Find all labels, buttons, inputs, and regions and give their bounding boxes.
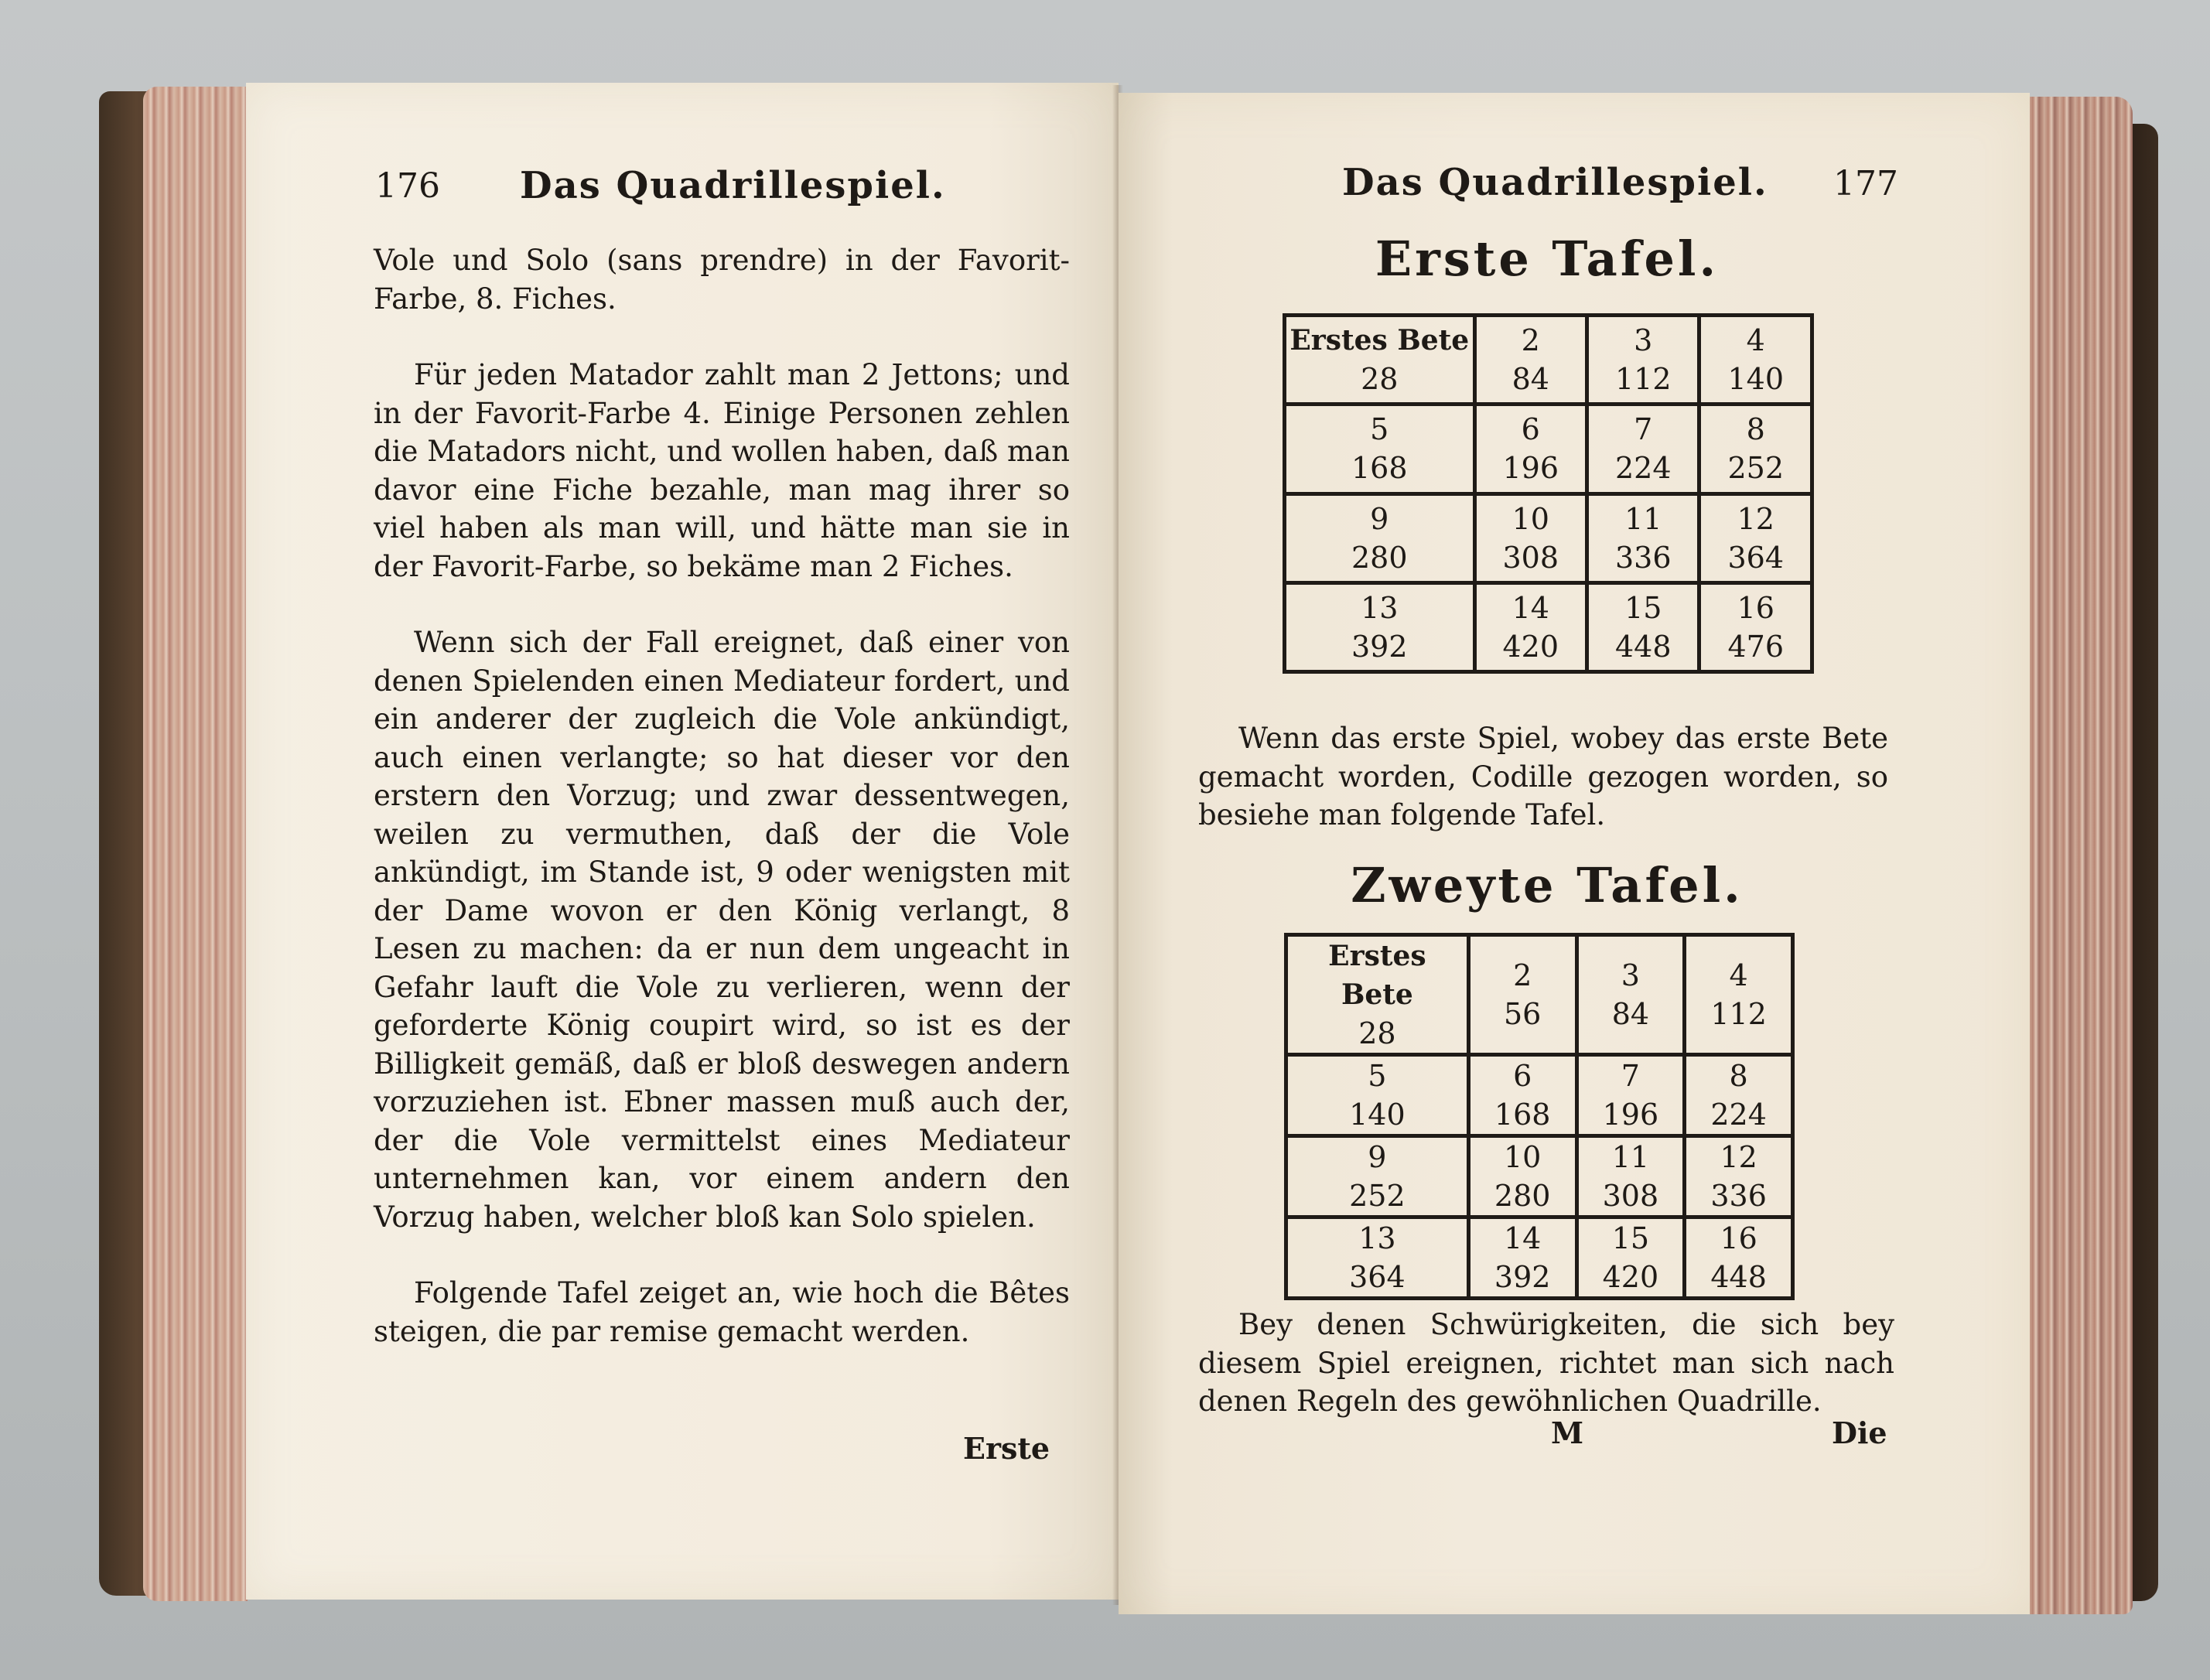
bete-value: 224 (1710, 1098, 1767, 1132)
table-cell (1468, 1136, 1576, 1217)
table-row (1285, 582, 1812, 671)
table-cell (1576, 1055, 1685, 1136)
bete-value: 420 (1602, 1260, 1659, 1294)
bete-number: 14 (1511, 590, 1549, 625)
bete-number: 16 (1720, 1221, 1757, 1255)
table-row (1285, 316, 1812, 405)
signature-mark: M (1551, 1415, 1584, 1450)
bete-number: 3 (1621, 958, 1640, 992)
bete-value: 112 (1614, 362, 1672, 397)
bete-number: 9 (1370, 501, 1389, 536)
bete-value: 336 (1710, 1179, 1767, 1213)
bete-value: 168 (1351, 451, 1408, 486)
bete-value: 448 (1710, 1260, 1767, 1294)
bete-value: 168 (1494, 1098, 1551, 1132)
table-cell (1474, 493, 1587, 582)
bete-value: 392 (1494, 1260, 1551, 1294)
table-cell (1699, 582, 1812, 671)
bete-number: 4 (1729, 958, 1748, 992)
bete-value: 112 (1710, 997, 1767, 1031)
table-row (1285, 405, 1812, 493)
bete-number: 7 (1634, 412, 1653, 447)
bete-value: 448 (1614, 629, 1672, 664)
bete-number: Erstes Bete (1289, 324, 1470, 357)
table-cell (1286, 1136, 1469, 1217)
table-cell (1699, 493, 1812, 582)
bete-number: 4 (1746, 323, 1765, 358)
bete-value: 196 (1502, 451, 1559, 486)
table-cell (1576, 1136, 1685, 1217)
bete-value: 476 (1727, 629, 1784, 664)
table-row (1285, 493, 1812, 582)
page-stack-right (2028, 97, 2133, 1614)
table-row (1286, 1217, 1793, 1299)
table-cell (1587, 405, 1699, 493)
table-cell (1685, 1055, 1793, 1136)
bete-value: 280 (1494, 1179, 1551, 1213)
table-cell (1587, 493, 1699, 582)
bete-value: 28 (1358, 1016, 1396, 1050)
bete-number: 6 (1521, 412, 1540, 447)
bete-value: 336 (1614, 540, 1672, 575)
paragraph-schwuerigkeiten (1198, 1306, 1894, 1421)
table-cell (1587, 582, 1699, 671)
table-row (1286, 1136, 1793, 1217)
bete-number: 13 (1361, 590, 1399, 625)
table-cell (1576, 935, 1685, 1055)
table-zweyte-tafel (1284, 933, 1795, 1300)
bete-number: 5 (1370, 412, 1389, 447)
bete-value: 280 (1351, 540, 1408, 575)
table-cell (1474, 405, 1587, 493)
table-cell (1285, 316, 1475, 405)
right-catchword: Die (1832, 1415, 1887, 1450)
paragraph-schwuerigkeiten-text: Bey denen Schwürigkeiten, die sich bey diesem Spiel ereignen, richtet man sich nach denen Regeln des gewöhnlichen Quadrille. (1198, 1308, 1894, 1418)
bete-value: 84 (1511, 362, 1549, 397)
bete-value: 84 (1611, 997, 1650, 1031)
left-catchword: Erste (963, 1431, 1050, 1466)
bete-number: 11 (1624, 501, 1662, 536)
paragraph-folgende-tafel: Folgende Tafel zeiget an, wie hoch die Bêtes steigen, die par remise gemacht werden. (374, 1276, 1070, 1348)
bete-value: 308 (1602, 1179, 1659, 1213)
bete-value: 224 (1614, 451, 1672, 486)
bete-value: 392 (1351, 629, 1408, 664)
table-cell (1285, 493, 1475, 582)
table-cell (1286, 935, 1469, 1055)
bete-value: 56 (1503, 997, 1542, 1031)
bete-number: 14 (1503, 1221, 1542, 1255)
bete-number: 7 (1621, 1059, 1640, 1093)
table-cell (1685, 1136, 1793, 1217)
bete-number: 9 (1368, 1140, 1387, 1174)
bete-value: 252 (1727, 451, 1784, 486)
table-cell (1285, 405, 1475, 493)
table-cell (1699, 405, 1812, 493)
bete-value: 364 (1727, 540, 1784, 575)
paragraph-codille (1198, 719, 1888, 835)
bete-number: 12 (1720, 1140, 1757, 1174)
bete-number: 2 (1513, 958, 1532, 992)
table-cell (1468, 935, 1576, 1055)
bete-number: 3 (1634, 323, 1653, 358)
bete-number: 15 (1624, 590, 1662, 625)
table-cell (1576, 1217, 1685, 1299)
paragraph-matador: Für jeden Matador zahlt man 2 Jettons; und in der Favorit-Farbe 4. Einige Personen zehlen die Matadors nicht, und wollen haben, daß man davor eine Fiche bezahle, man mag ihrer so viel haben als man will, und hätte man sie in der Favorit-Farbe, so bekäme man 2 Fiches. (374, 358, 1070, 583)
bete-value: 308 (1502, 540, 1559, 575)
table-cell (1286, 1055, 1469, 1136)
table-cell (1474, 582, 1587, 671)
table-cell (1468, 1055, 1576, 1136)
table-cell (1474, 316, 1587, 405)
table-row (1286, 935, 1793, 1055)
bete-number: 15 (1611, 1221, 1650, 1255)
paragraph-codille-text: Wenn das erste Spiel, wobey das erste Bete gemacht worden, Codille gezogen worden, so besiehe man folgende Tafel. (1198, 722, 1888, 831)
bete-number: 12 (1737, 501, 1774, 536)
bete-value: 140 (1727, 362, 1784, 397)
bete-value: 252 (1349, 1179, 1406, 1213)
table-cell (1587, 316, 1699, 405)
left-page-body (374, 241, 1070, 1350)
bete-value: 196 (1602, 1098, 1659, 1132)
bete-value: 140 (1349, 1098, 1406, 1132)
page-stack-left (143, 87, 248, 1601)
table-row (1286, 1055, 1793, 1136)
left-running-head: Das Quadrillespiel. (520, 164, 946, 207)
table1-title: Erste Tafel. (1375, 230, 1720, 287)
bete-number: 5 (1368, 1059, 1387, 1093)
table-cell (1285, 582, 1475, 671)
left-page-number: 176 (375, 166, 440, 206)
bete-value: 420 (1502, 629, 1559, 664)
bete-value: 364 (1349, 1260, 1406, 1294)
bete-number: 11 (1611, 1140, 1650, 1174)
bete-number: 10 (1503, 1140, 1542, 1174)
paragraph-vole-solo: Vole und Solo (sans prendre) in der Favorit-Farbe, 8. Fiches. (374, 244, 1070, 316)
table-cell (1286, 1217, 1469, 1299)
table-cell (1468, 1217, 1576, 1299)
bete-number: 8 (1729, 1059, 1748, 1093)
bete-number: Erstes Bete (1328, 940, 1426, 1011)
bete-number: 6 (1513, 1059, 1532, 1093)
table-cell (1685, 1217, 1793, 1299)
paragraph-mediateur: Wenn sich der Fall ereignet, daß einer von denen Spielenden einen Mediateur fordert, und ein anderer der zugleich die Vole ankündigt, auch einen verlangte; so hat dieser vor den erstern den Vorzug; und zwar dessentwegen, weilen zu vermuthen, daß der die Vole ankündigt, im Stande ist, 9 oder wenigsten mit der Dame wovon er den König verlangt, 8 Lesen zu machen: da er nun dem ungeacht in Gefahr lauft die Vole zu verlieren, wenn der geforderte König coupirt wird, so ist es der Billigkeit gemäß, daß er bloß deswegen andern vorzuziehen ist. Ebner massen muß auch der, der die Vole vermittelst eines Mediateur unternehmen kan, vor einem andern den Vorzug haben, welcher bloß kan Solo spielen. (374, 626, 1070, 1234)
table-cell (1699, 316, 1812, 405)
bete-number: 13 (1358, 1221, 1396, 1255)
table2-title: Zweyte Tafel. (1351, 857, 1744, 913)
right-running-head: Das Quadrillespiel. (1342, 161, 1768, 204)
bete-number: 8 (1746, 412, 1765, 447)
table-erste-tafel (1283, 313, 1814, 674)
right-page-number: 177 (1833, 164, 1898, 203)
bete-value: 28 (1361, 362, 1399, 397)
bete-number: 2 (1521, 323, 1540, 358)
bete-number: 16 (1737, 590, 1774, 625)
table-cell (1685, 935, 1793, 1055)
bete-number: 10 (1511, 501, 1549, 536)
